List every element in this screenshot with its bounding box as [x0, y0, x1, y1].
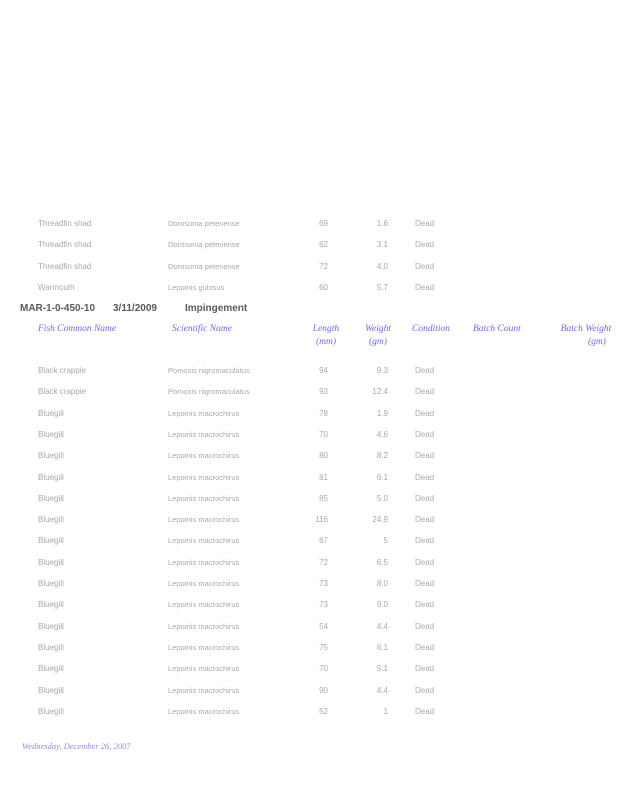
fish-common-name: Bluegill	[38, 472, 64, 482]
column-headers	[0, 323, 618, 353]
condition-value: Dead	[415, 366, 435, 375]
condition-value: Dead	[415, 387, 435, 397]
fish-common-name: Bluegill	[38, 451, 64, 461]
weight-value: 3.1	[376, 240, 388, 250]
weight-value: 4.4	[376, 621, 388, 631]
col-batch-weight-unit: (gm)	[588, 337, 606, 347]
length-value: 85	[319, 493, 328, 503]
col-weight-label: Weight	[364, 324, 392, 334]
length-value: 72	[319, 557, 328, 567]
scientific-name: Pomoxis nigromaculatus	[168, 387, 250, 397]
length-value: 78	[319, 408, 328, 418]
length-value: 52	[319, 706, 328, 716]
fish-common-name: Black crappie	[38, 366, 87, 375]
weight-value: 6.1	[376, 472, 388, 482]
col-batch-weight	[554, 323, 618, 349]
length-value: 75	[319, 642, 328, 652]
condition-value: Dead	[415, 472, 435, 482]
condition-value: Dead	[415, 515, 435, 525]
fish-common-name: Bluegill	[38, 600, 64, 610]
table-row	[0, 409, 618, 423]
col-length-label: Length	[312, 324, 340, 334]
length-value: 67	[319, 536, 328, 546]
scientific-name: Lepomis macrochirus	[168, 579, 240, 588]
scientific-name: Lepomis macrochirus	[168, 621, 240, 631]
col-batch-count: Batch Count	[473, 324, 521, 334]
length-value: 94	[319, 366, 328, 375]
weight-value: 9.3	[376, 366, 388, 375]
weight-value: 6.5	[376, 557, 388, 567]
condition-value: Dead	[415, 621, 435, 631]
condition-value: Dead	[415, 240, 435, 250]
table-row	[0, 600, 618, 614]
condition-value: Dead	[415, 664, 435, 674]
table-row	[0, 283, 618, 297]
table-row	[0, 494, 618, 508]
fish-common-name: Bluegill	[38, 642, 64, 652]
col-weight	[358, 323, 398, 349]
col-length	[306, 323, 346, 349]
weight-value: 8.0	[376, 579, 388, 588]
weight-value: 4.6	[376, 429, 388, 439]
fish-common-name: Bluegill	[38, 685, 64, 695]
weight-value: 5.0	[376, 493, 388, 503]
fish-common-name: Bluegill	[38, 536, 64, 546]
scientific-name: Lepomis macrochirus	[168, 642, 240, 652]
fish-common-name: Bluegill	[38, 429, 64, 439]
table-row	[0, 451, 618, 465]
table-row	[0, 240, 618, 254]
weight-value: 4.4	[376, 685, 388, 695]
fish-common-name: Bluegill	[38, 557, 64, 567]
scientific-name: Dorosoma petenense	[168, 261, 240, 271]
section-id: MAR-1-0-450-10	[20, 303, 96, 314]
scientific-name: Dorosoma petenense	[168, 219, 240, 228]
length-value: 69	[319, 219, 328, 228]
fish-common-name: Bluegill	[38, 408, 64, 418]
condition-value: Dead	[415, 219, 435, 228]
scientific-name: Lepomis macrochirus	[168, 429, 240, 439]
col-common-name: Fish Common Name	[38, 324, 117, 334]
table-row	[0, 515, 618, 529]
weight-value: 9.0	[376, 600, 388, 610]
scientific-name: Lepomis macrochirus	[168, 472, 240, 482]
condition-value: Dead	[415, 557, 435, 567]
table-row	[0, 262, 618, 276]
footer-date: Wednesday, December 26, 2007	[22, 741, 131, 751]
scientific-name: Lepomis macrochirus	[168, 408, 240, 418]
scientific-name: Lepomis macrochirus	[168, 706, 240, 716]
condition-value: Dead	[415, 261, 435, 271]
fish-common-name: Bluegill	[38, 493, 64, 503]
section-type: Impingement	[185, 303, 248, 314]
table-row	[0, 473, 618, 487]
length-value: 81	[319, 472, 328, 482]
length-value: 73	[319, 600, 328, 610]
weight-value: 4.0	[376, 261, 388, 271]
fish-common-name: Bluegill	[38, 579, 64, 588]
weight-value: 6.1	[376, 642, 388, 652]
scientific-name: Lepomis macrochirus	[168, 451, 240, 461]
weight-value: 5.1	[376, 664, 388, 674]
weight-value: 5.7	[376, 282, 388, 292]
scientific-name: Dorosoma petenense	[168, 240, 240, 250]
length-value: 62	[319, 240, 328, 250]
col-batch-weight-label: Batch Weight	[560, 324, 612, 334]
fish-common-name: Bluegill	[38, 706, 64, 716]
fish-common-name: Warmouth	[38, 282, 75, 292]
condition-value: Dead	[415, 282, 435, 292]
length-value: 70	[319, 429, 328, 439]
fish-common-name: Threadfin shad	[38, 261, 92, 271]
table-row	[0, 664, 618, 678]
condition-value: Dead	[415, 642, 435, 652]
condition-value: Dead	[415, 408, 435, 418]
table-row	[0, 219, 618, 233]
scientific-name: Lepomis gulosus	[168, 282, 225, 292]
weight-value: 24.9	[372, 515, 388, 525]
length-value: 73	[319, 579, 328, 588]
condition-value: Dead	[415, 685, 435, 695]
scientific-name: Lepomis macrochirus	[168, 557, 240, 567]
scientific-name: Lepomis macrochirus	[168, 685, 240, 695]
table-row	[0, 558, 618, 572]
scientific-name: Lepomis macrochirus	[168, 600, 240, 610]
length-value: 80	[319, 451, 328, 461]
fish-common-name: Bluegill	[38, 515, 64, 525]
length-value: 54	[319, 621, 328, 631]
condition-value: Dead	[415, 451, 435, 461]
weight-value: 5	[383, 536, 388, 546]
table-row	[0, 366, 618, 380]
section-date: 3/11/2009	[113, 303, 157, 314]
weight-value: 1.9	[376, 408, 388, 418]
scientific-name: Pomoxis nigromaculatus	[168, 366, 250, 375]
length-value: 116	[315, 515, 328, 525]
condition-value: Dead	[415, 493, 435, 503]
weight-value: 1.6	[376, 219, 388, 228]
col-scientific-name: Scientific Name	[172, 324, 232, 334]
col-condition: Condition	[412, 324, 451, 334]
table-row	[0, 686, 618, 700]
length-value: 90	[319, 685, 328, 695]
table-row	[0, 536, 618, 550]
condition-value: Dead	[415, 536, 435, 546]
condition-value: Dead	[415, 600, 435, 610]
col-length-unit: (mm)	[315, 337, 337, 347]
scientific-name: Lepomis macrochirus	[168, 664, 240, 674]
condition-value: Dead	[415, 579, 435, 588]
table-row	[0, 387, 618, 401]
length-value: 72	[319, 261, 328, 271]
fish-common-name: Bluegill	[38, 621, 64, 631]
condition-value: Dead	[415, 429, 435, 439]
length-value: 60	[319, 282, 328, 292]
fish-common-name: Threadfin shad	[38, 240, 92, 250]
scientific-name: Lepomis macrochirus	[168, 493, 240, 503]
fish-common-name: Black crappie	[38, 387, 87, 397]
fish-common-name: Threadfin shad	[38, 219, 92, 228]
table-row	[0, 430, 618, 444]
condition-value: Dead	[415, 706, 435, 716]
fish-common-name: Bluegill	[38, 664, 64, 674]
table-row	[0, 579, 618, 593]
table-row	[0, 622, 618, 636]
scientific-name: Lepomis macrochirus	[168, 515, 240, 525]
table-row	[0, 707, 618, 721]
weight-value: 1	[383, 706, 388, 716]
length-value: 70	[319, 664, 328, 674]
scientific-name: Lepomis macrochirus	[168, 536, 240, 546]
table-row	[0, 643, 618, 657]
weight-value: 12.4	[372, 387, 388, 397]
col-weight-unit: (gm)	[369, 337, 387, 347]
length-value: 93	[319, 387, 328, 397]
weight-value: 8.2	[376, 451, 388, 461]
